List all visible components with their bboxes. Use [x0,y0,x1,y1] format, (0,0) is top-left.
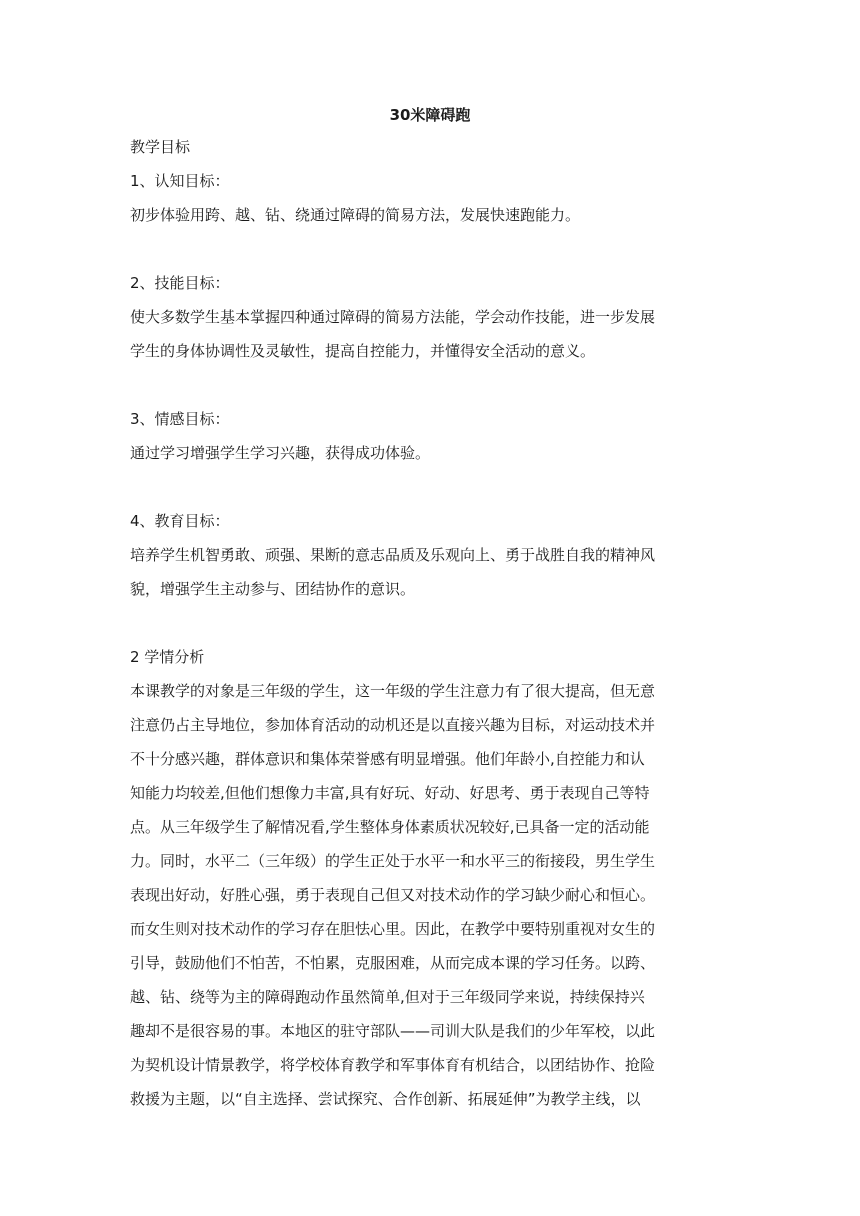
text-line: 不十分感兴趣，群体意识和集体荣誉感有明显增强。他们年龄小,自控能力和认 [130,750,645,768]
text-line: 点。从三年级学生了解情况看,学生整体身体素质状况较好,已具备一定的活动能 [130,818,650,836]
goal-text [130,544,730,600]
analysis-text [130,680,730,1110]
goal-text [130,442,730,464]
goal-education [130,510,730,600]
goal-heading: 4、教育目标： [130,512,230,530]
analysis-heading: 2 学情分析 [130,648,205,666]
goal-heading: 3、情感目标： [130,410,230,428]
text-line: 知能力均较差,但他们想像力丰富,具有好玩、好动、好思考、勇于表现自己等特 [130,784,650,802]
text-line: 力。同时，水平二（三年级）的学生正处于水平一和水平三的衔接段，男生学生 [130,852,656,870]
student-analysis [130,646,730,1110]
text-line: 注意仍占主导地位，参加体育活动的动机还是以直接兴趣为目标，对运动技术并 [130,716,656,734]
spacer [130,612,730,646]
goal-emotional [130,408,730,464]
spacer [130,238,730,272]
goal-cognitive [130,170,730,226]
text-line: 貌，增强学生主动参与、团结协作的意识。 [130,580,416,598]
text-line: 通过学习增强学生学习兴趣，获得成功体验。 [130,444,431,462]
text-line: 为契机设计情景教学，将学校体育教学和军事体育有机结合，以团结协作、抢险 [130,1056,656,1074]
spacer [130,476,730,510]
goal-skill [130,272,730,362]
goal-heading: 2、技能目标： [130,274,230,292]
text-line: 越、钻、绕等为主的障碍跑动作虽然简单,但对于三年级同学来说，持续保持兴 [130,988,645,1006]
text-line: 本课教学的对象是三年级的学生，这一年级的学生注意力有了很大提高，但无意 [130,682,656,700]
text-line: 救援为主题，以“自主选择、尝试探究、合作创新、拓展延伸”为教学主线，以 [130,1090,641,1108]
goal-text [130,204,730,226]
document-body [130,104,730,1122]
goal-heading: 1、认知目标： [130,172,230,190]
text-line: 趣却不是很容易的事。本地区的驻守部队——司训大队是我们的少年军校，以此 [130,1022,656,1040]
goal-text [130,306,730,362]
text-line: 学生的身体协调性及灵敏性，提高自控能力，并懂得安全活动的意义。 [130,342,596,360]
text-line: 而女生则对技术动作的学习存在胆怯心里。因此，在教学中要特别重视对女生的 [130,920,656,938]
spacer [130,374,730,408]
section-label: 教学目标 [130,138,191,156]
text-line: 培养学生机智勇敢、顽强、果断的意志品质及乐观向上、勇于战胜自我的精神风 [130,546,656,564]
text-line: 初步体验用跨、越、钻、绕通过障碍的简易方法，发展快速跑能力。 [130,206,581,224]
text-line: 使大多数学生基本掌握四种通过障碍的简易方法能，学会动作技能，进一步发展 [130,308,656,326]
document-title: 30米障碍跑 [389,106,471,124]
text-line: 引导，鼓励他们不怕苦，不怕累，克服困难，从而完成本课的学习任务。以跨、 [130,954,656,972]
text-line: 表现出好动，好胜心强，勇于表现自己但又对技术动作的学习缺少耐心和恒心。 [130,886,656,904]
